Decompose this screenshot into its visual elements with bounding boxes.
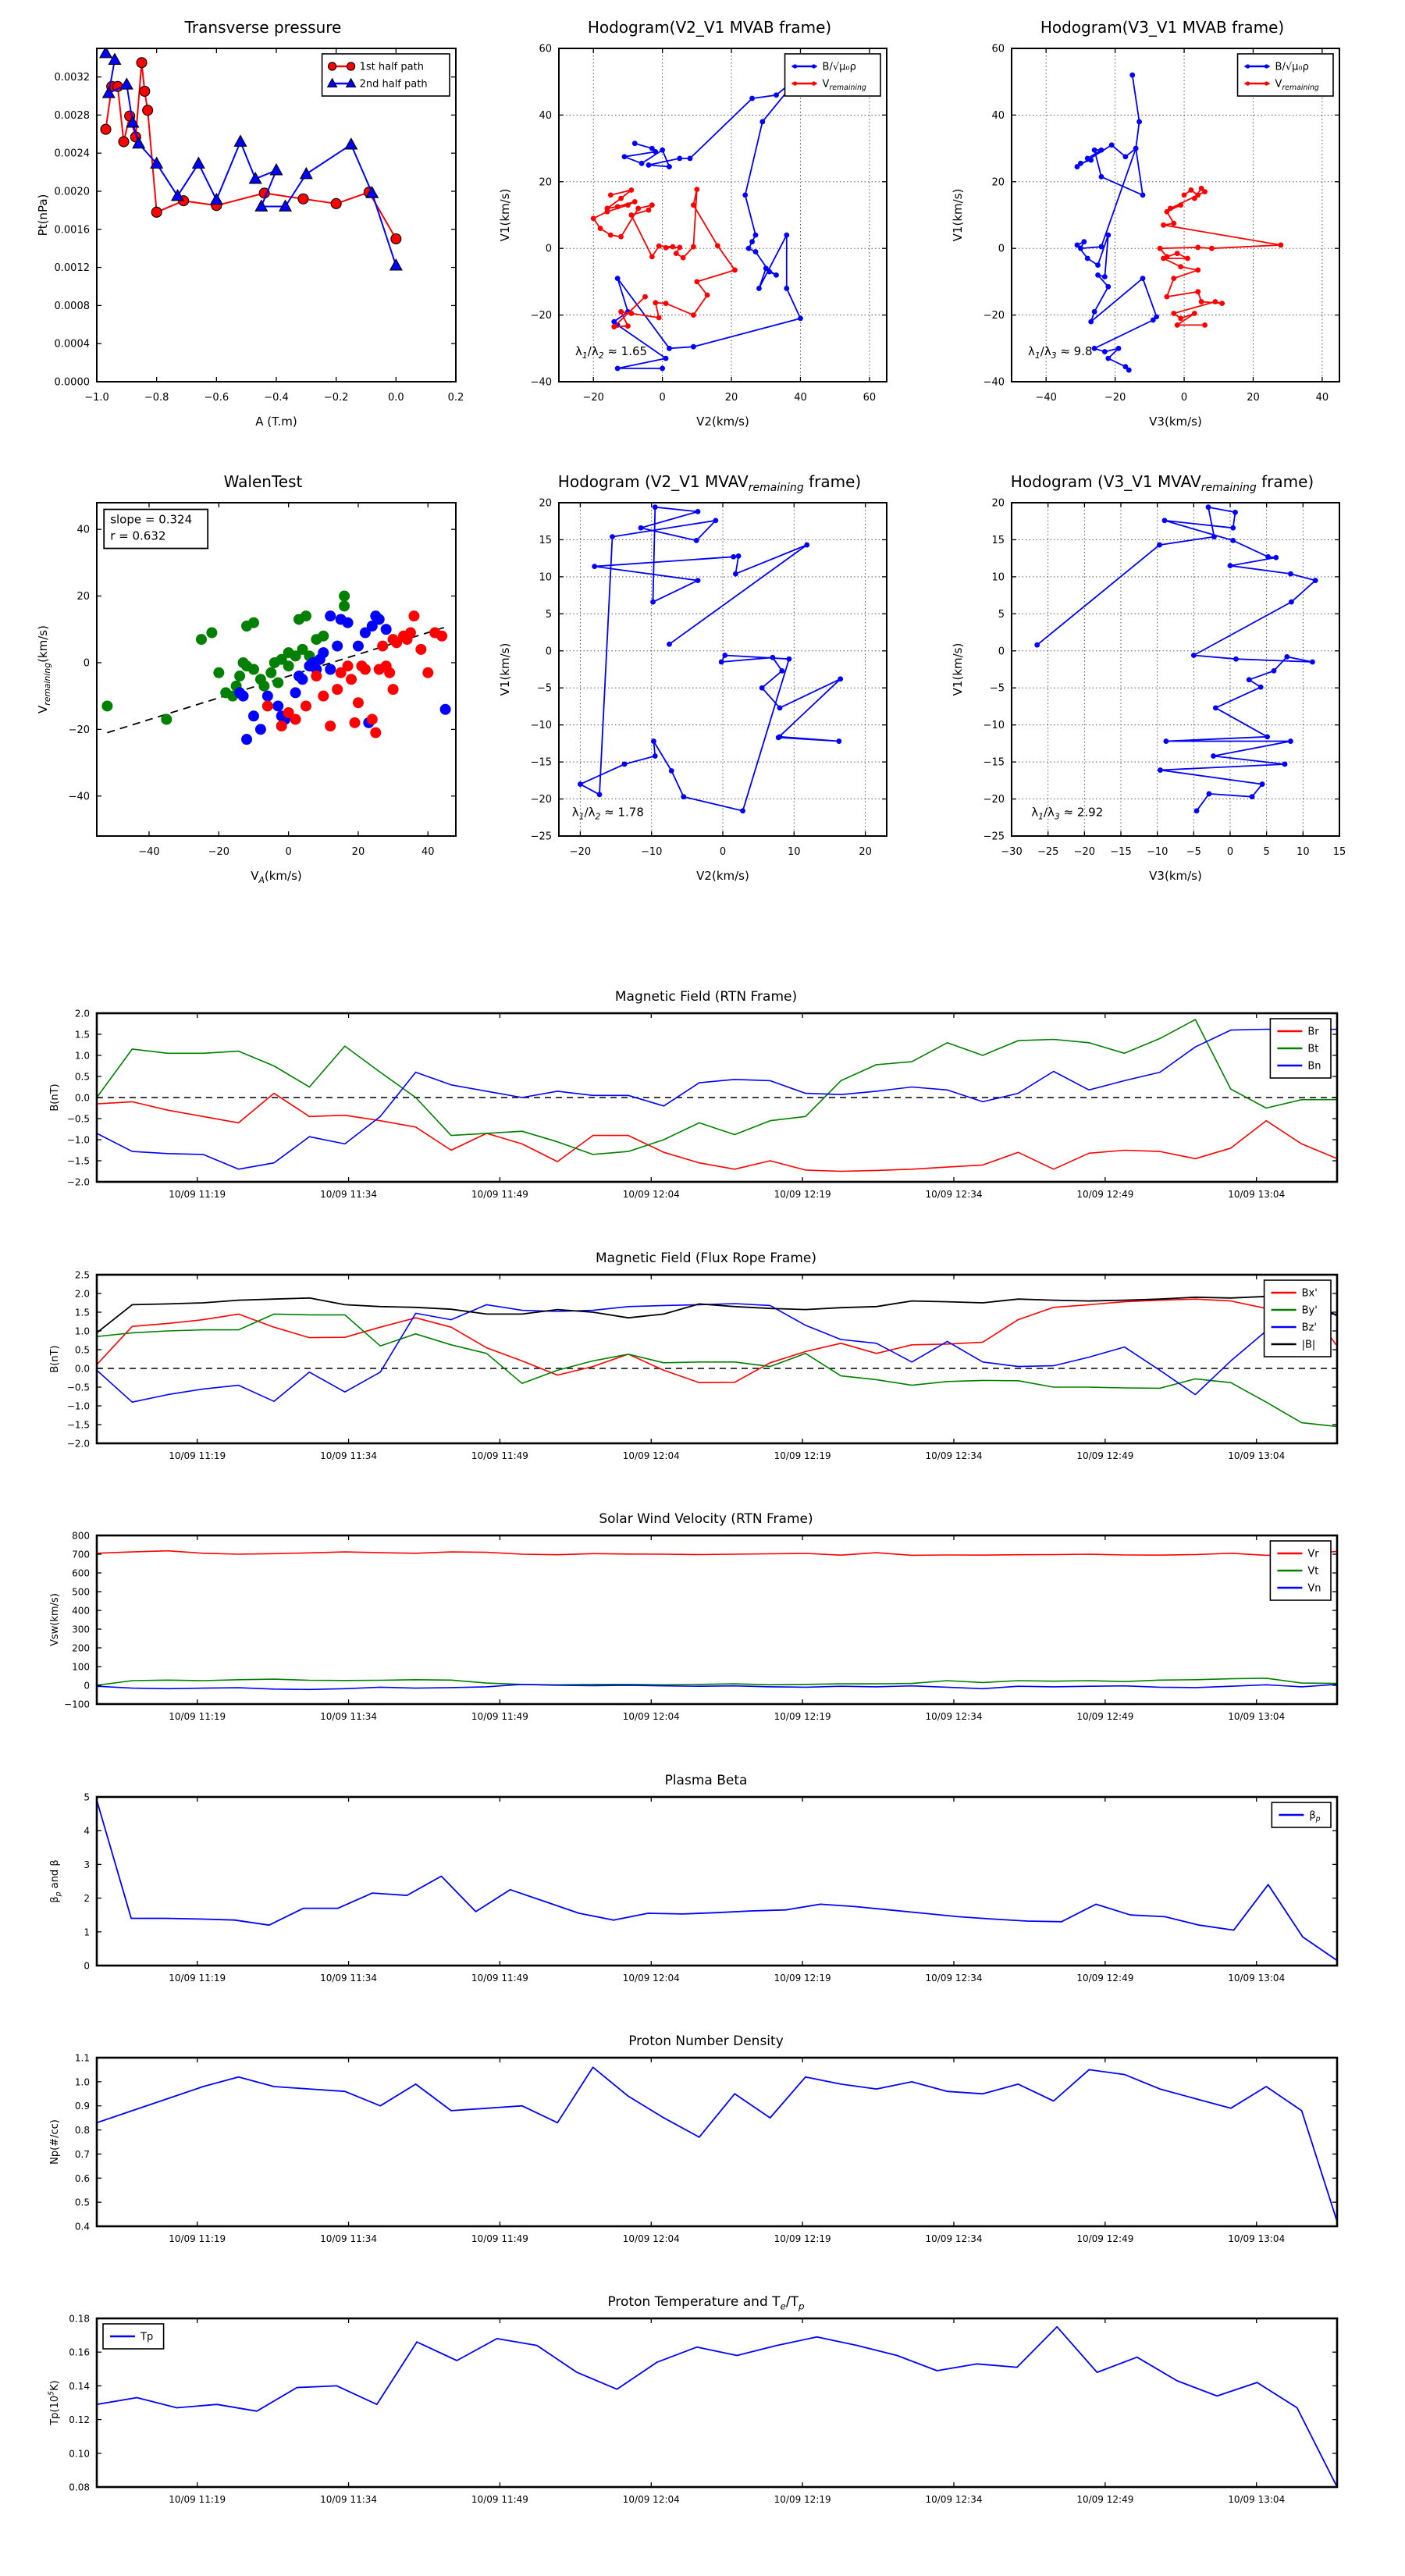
chart-title: Plasma Beta xyxy=(664,1773,748,1788)
chart-title: Proton Temperature and $T_e/T_p$ xyxy=(607,2294,805,2312)
svg-text:0.2: 0.2 xyxy=(447,392,464,404)
panel-transverse-pressure xyxy=(31,14,468,439)
svg-text:800: 800 xyxy=(72,1531,90,1542)
svg-text:V2(km/s): V2(km/s) xyxy=(696,415,749,429)
panel-magnetic-field-rtn xyxy=(45,985,1345,1212)
svg-text:Tp: Tp xyxy=(140,2331,154,2343)
svg-text:10/09 12:49: 10/09 12:49 xyxy=(1076,1450,1134,1461)
svg-text:−2.0: −2.0 xyxy=(66,1176,90,1188)
svg-text:−40: −40 xyxy=(530,376,552,389)
svg-text:10/09 13:04: 10/09 13:04 xyxy=(1228,2494,1286,2505)
hodogram-v2v1-mvab-plot xyxy=(493,41,899,439)
svg-text:Bz': Bz' xyxy=(1301,1322,1317,1334)
svg-text:5: 5 xyxy=(545,608,552,621)
svg-text:5: 5 xyxy=(998,608,1005,621)
svg-text:0.5: 0.5 xyxy=(74,1344,90,1356)
svg-text:1: 1 xyxy=(84,1927,90,1938)
svg-text:0.14: 0.14 xyxy=(69,2380,90,2392)
svg-text:−20: −20 xyxy=(208,846,230,858)
svg-text:0.6: 0.6 xyxy=(74,2172,90,2184)
svg-text:60: 60 xyxy=(539,43,552,55)
svg-text:10/09 11:19: 10/09 11:19 xyxy=(169,2233,226,2244)
svg-text:0.0024: 0.0024 xyxy=(54,148,90,160)
svg-text:10/09 11:49: 10/09 11:49 xyxy=(471,1973,528,1984)
svg-text:500: 500 xyxy=(72,1586,90,1598)
svg-text:0: 0 xyxy=(545,243,552,255)
chart-title: WalenTest xyxy=(223,472,303,491)
svg-text:−1.0: −1.0 xyxy=(66,1400,90,1412)
svg-text:V1(km/s): V1(km/s) xyxy=(498,188,512,242)
svg-text:10: 10 xyxy=(991,571,1005,584)
svg-text:10/09 12:04: 10/09 12:04 xyxy=(622,1189,680,1200)
svg-text:−40: −40 xyxy=(68,791,90,803)
svg-text:V2(km/s): V2(km/s) xyxy=(696,869,749,883)
svg-text:0.10: 0.10 xyxy=(69,2448,90,2460)
svg-text:10/09 12:04: 10/09 12:04 xyxy=(622,1711,680,1722)
svg-text:−15: −15 xyxy=(983,756,1005,769)
svg-text:0.7: 0.7 xyxy=(74,2148,90,2160)
svg-text:1.5: 1.5 xyxy=(74,1307,90,1318)
svg-text:−15: −15 xyxy=(1110,846,1132,858)
legend xyxy=(1264,1280,1331,1357)
svg-text:λ1/λ3 ≈ 2.92: $\lambda_1/\lambda_3 \approx 2.92$ xyxy=(1031,805,1104,822)
svg-text:Bx': Bx' xyxy=(1301,1287,1318,1300)
svg-text:−20: −20 xyxy=(983,794,1005,806)
svg-text:r = 0.632: r = 0.632 xyxy=(110,528,166,543)
svg-text:15: 15 xyxy=(1332,846,1346,858)
svg-text:0: 0 xyxy=(998,243,1005,255)
svg-text:0.0004: 0.0004 xyxy=(54,338,90,350)
svg-text:10/09 12:19: 10/09 12:19 xyxy=(774,2233,831,2244)
legend xyxy=(1270,1019,1331,1078)
chart-title: Hodogram(V2_V1 MVAB frame) xyxy=(587,18,832,37)
svg-text:0.8: 0.8 xyxy=(74,2125,90,2137)
svg-text:4: 4 xyxy=(84,1825,90,1837)
svg-text:10/09 11:34: 10/09 11:34 xyxy=(320,2494,378,2505)
svg-text:10: 10 xyxy=(539,571,552,584)
svg-text:20: 20 xyxy=(859,846,872,858)
chart-title: Hodogram (V2_V1 $MVAV_{remaining}$ frame) xyxy=(557,472,862,494)
walen-test-plot xyxy=(31,495,468,894)
svg-text:10/09 12:04: 10/09 12:04 xyxy=(622,1973,680,1984)
svg-text:10/09 12:34: 10/09 12:34 xyxy=(925,1450,983,1461)
svg-text:B/√μ₀ρ: B/√μ₀ρ xyxy=(1275,61,1309,73)
svg-text:200: 200 xyxy=(72,1642,90,1654)
svg-text:10/09 12:19: 10/09 12:19 xyxy=(774,1711,831,1722)
svg-text:−10: −10 xyxy=(530,720,552,732)
svg-text:Pt(nPa): Pt(nPa) xyxy=(36,194,50,237)
svg-text:1.0: 1.0 xyxy=(74,1325,90,1337)
svg-text:λ1/λ2 ≈ 1.78: $\lambda_1/\lambda_2 \approx 1.78$ xyxy=(571,805,644,822)
svg-text:10/09 12:49: 10/09 12:49 xyxy=(1076,2494,1134,2505)
svg-text:10: 10 xyxy=(1297,846,1310,858)
svg-text:−5: −5 xyxy=(1186,846,1201,858)
svg-text:−1.0: −1.0 xyxy=(84,392,109,404)
svg-text:0: 0 xyxy=(285,846,292,858)
svg-text:0: 0 xyxy=(1180,392,1188,404)
svg-text:−40: −40 xyxy=(1035,392,1057,404)
proton-density-plot xyxy=(45,2053,1345,2256)
hodogram-v3v1-mvab-plot xyxy=(946,41,1352,439)
svg-text:0.0: 0.0 xyxy=(74,1092,90,1104)
svg-text:10/09 12:34: 10/09 12:34 xyxy=(925,1189,983,1200)
magnetic-field-flux-rope-plot xyxy=(45,1270,1345,1473)
svg-text:600: 600 xyxy=(72,1567,90,1579)
svg-text:1.1: 1.1 xyxy=(74,2053,90,2064)
hodogram-v2v1-mvav-plot xyxy=(493,495,899,894)
svg-text:10/09 11:34: 10/09 11:34 xyxy=(320,2233,378,2244)
svg-text:1.5: 1.5 xyxy=(74,1029,90,1041)
svg-text:0.08: 0.08 xyxy=(69,2482,90,2493)
svg-text:15: 15 xyxy=(539,534,552,546)
transverse-pressure-plot xyxy=(31,41,468,439)
svg-text:1.0: 1.0 xyxy=(74,2076,90,2088)
svg-text:2.5: 2.5 xyxy=(74,1270,90,1281)
svg-text:0.16: 0.16 xyxy=(69,2347,90,2358)
svg-text:−0.6: −0.6 xyxy=(204,392,229,404)
svg-text:10/09 12:04: 10/09 12:04 xyxy=(622,2233,680,2244)
svg-text:10/09 12:34: 10/09 12:34 xyxy=(925,2494,983,2505)
svg-text:40: 40 xyxy=(794,392,807,404)
svg-text:B(nT): B(nT) xyxy=(49,1083,61,1112)
svg-text:10/09 11:49: 10/09 11:49 xyxy=(471,1450,528,1461)
svg-text:−20: −20 xyxy=(569,846,592,858)
svg-text:Br: Br xyxy=(1307,1026,1319,1038)
annotation xyxy=(104,510,208,549)
svg-text:15: 15 xyxy=(991,534,1005,546)
svg-text:−20: −20 xyxy=(530,794,552,806)
svg-text:βp: $\beta_p$ xyxy=(1309,1809,1321,1824)
svg-text:2.0: 2.0 xyxy=(74,1009,90,1019)
svg-text:−20: −20 xyxy=(983,310,1005,322)
legend xyxy=(103,2324,164,2349)
svg-text:0: 0 xyxy=(998,646,1005,658)
svg-text:10/09 12:34: 10/09 12:34 xyxy=(925,1973,983,1984)
svg-text:A (T.m): A (T.m) xyxy=(255,415,297,429)
svg-text:10/09 13:04: 10/09 13:04 xyxy=(1228,1973,1286,1984)
svg-text:Bn: Bn xyxy=(1307,1060,1321,1073)
svg-text:−40: −40 xyxy=(138,846,160,858)
svg-text:Np(#/cc): Np(#/cc) xyxy=(49,2119,61,2165)
svg-text:−0.2: −0.2 xyxy=(323,392,349,404)
svg-text:100: 100 xyxy=(72,1661,90,1673)
svg-text:|B|: |B| xyxy=(1301,1339,1316,1351)
chart-title: Solar Wind Velocity (RTN Frame) xyxy=(599,1511,813,1527)
svg-text:0: 0 xyxy=(1226,846,1234,858)
svg-text:10/09 11:19: 10/09 11:19 xyxy=(169,1711,226,1722)
svg-text:−0.8: −0.8 xyxy=(144,392,169,404)
svg-text:Vt: Vt xyxy=(1307,1565,1319,1578)
panel-hodogram-v3v1-mvav xyxy=(946,468,1352,894)
svg-text:40: 40 xyxy=(991,109,1005,122)
panel-solar-wind-velocity xyxy=(45,1507,1345,1734)
svg-text:−1.0: −1.0 xyxy=(66,1134,90,1146)
svg-text:−10: −10 xyxy=(1146,846,1168,858)
svg-text:10/09 11:34: 10/09 11:34 xyxy=(320,1189,378,1200)
svg-text:5: 5 xyxy=(84,1792,90,1803)
svg-text:20: 20 xyxy=(991,176,1005,189)
svg-text:λ1/λ2 ≈ 1.65: $\lambda_1/\lambda_2 \approx 1.65$ xyxy=(575,343,648,361)
svg-text:0.0008: 0.0008 xyxy=(54,300,90,312)
svg-text:20: 20 xyxy=(724,392,738,404)
svg-text:−10: −10 xyxy=(983,720,1005,732)
svg-text:−20: −20 xyxy=(530,310,552,322)
magnetic-field-rtn-plot xyxy=(45,1009,1345,1212)
svg-text:20: 20 xyxy=(991,497,1005,510)
svg-text:0.5: 0.5 xyxy=(74,1071,90,1083)
svg-text:−1.5: −1.5 xyxy=(66,1419,90,1431)
svg-text:20: 20 xyxy=(76,591,90,603)
svg-text:V1(km/s): V1(km/s) xyxy=(951,188,965,242)
svg-text:10/09 12:19: 10/09 12:19 xyxy=(774,1450,831,1461)
svg-text:−5: −5 xyxy=(536,682,552,695)
svg-text:Vsw(km/s): Vsw(km/s) xyxy=(49,1593,61,1646)
svg-text:10/09 11:49: 10/09 11:49 xyxy=(471,1711,528,1722)
svg-text:0: 0 xyxy=(659,392,666,404)
svg-text:10/09 12:49: 10/09 12:49 xyxy=(1076,1973,1134,1984)
svg-text:10/09 13:04: 10/09 13:04 xyxy=(1228,1711,1286,1722)
svg-text:B/√μ₀ρ: B/√μ₀ρ xyxy=(822,61,856,73)
svg-text:Vremaining(km/s): $V_{remaining}(km/s)$ xyxy=(36,625,53,713)
panel-proton-density xyxy=(45,2030,1345,2256)
svg-text:0.0: 0.0 xyxy=(74,1363,90,1375)
svg-text:Vremaining: $V_{remaining}$ xyxy=(822,78,866,93)
svg-text:B(nT): B(nT) xyxy=(49,1345,61,1373)
svg-text:0.0000: 0.0000 xyxy=(54,376,90,389)
svg-text:10/09 11:49: 10/09 11:49 xyxy=(471,2233,528,2244)
svg-text:2: 2 xyxy=(84,1893,90,1905)
chart-title: Hodogram (V3_V1 $MVAV_{remaining}$ frame) xyxy=(1010,472,1314,494)
svg-text:Tp(105K): $Tp(10^5K)$ xyxy=(47,2380,61,2425)
svg-text:−40: −40 xyxy=(983,376,1005,389)
proton-temperature-plot xyxy=(45,2314,1345,2517)
svg-text:10/09 11:34: 10/09 11:34 xyxy=(320,1711,378,1722)
svg-text:40: 40 xyxy=(76,524,90,536)
solar-wind-velocity-plot xyxy=(45,1531,1345,1734)
svg-text:20: 20 xyxy=(539,497,552,510)
svg-text:VA(km/s): $V_A(km/s)$ xyxy=(251,869,302,886)
svg-text:Vremaining: $V_{remaining}$ xyxy=(1275,78,1319,93)
svg-text:−30: −30 xyxy=(1001,846,1023,858)
svg-text:0.4: 0.4 xyxy=(74,2221,90,2233)
svg-text:20: 20 xyxy=(1247,392,1260,404)
svg-text:−1.5: −1.5 xyxy=(66,1155,90,1167)
svg-text:10/09 11:19: 10/09 11:19 xyxy=(169,2494,226,2505)
svg-text:10/09 11:49: 10/09 11:49 xyxy=(471,2494,528,2505)
chart-title: Magnetic Field (RTN Frame) xyxy=(614,989,798,1005)
svg-text:V1(km/s): V1(km/s) xyxy=(498,642,512,696)
panel-plasma-beta xyxy=(45,1769,1345,1995)
svg-text:10/09 12:49: 10/09 12:49 xyxy=(1076,1711,1134,1722)
svg-text:−15: −15 xyxy=(530,756,552,769)
svg-text:0.0016: 0.0016 xyxy=(54,224,90,237)
legend xyxy=(1270,1541,1331,1600)
svg-text:10/09 13:04: 10/09 13:04 xyxy=(1228,1189,1286,1200)
svg-text:−5: −5 xyxy=(989,682,1005,695)
legend xyxy=(1238,54,1333,96)
svg-text:10/09 11:19: 10/09 11:19 xyxy=(169,1973,226,1984)
svg-text:2.0: 2.0 xyxy=(74,1288,90,1300)
svg-text:0: 0 xyxy=(84,1960,90,1972)
svg-text:1st half path: 1st half path xyxy=(359,61,424,73)
svg-text:slope = 0.324: slope = 0.324 xyxy=(110,512,193,527)
svg-text:0: 0 xyxy=(83,657,90,670)
svg-text:10/09 12:34: 10/09 12:34 xyxy=(925,2233,983,2244)
svg-text:βp and β: $\beta_p$ and β xyxy=(49,1859,63,1903)
svg-text:−25: −25 xyxy=(983,831,1005,843)
svg-text:V3(km/s): V3(km/s) xyxy=(1149,415,1202,429)
svg-text:−100: −100 xyxy=(64,1699,90,1710)
svg-text:400: 400 xyxy=(72,1605,90,1617)
svg-text:20: 20 xyxy=(539,176,552,189)
svg-text:300: 300 xyxy=(72,1624,90,1635)
plasma-beta-plot xyxy=(45,1792,1345,1995)
svg-text:0: 0 xyxy=(719,846,727,858)
svg-text:0.0028: 0.0028 xyxy=(54,109,90,122)
svg-text:10/09 12:49: 10/09 12:49 xyxy=(1076,1189,1134,1200)
svg-text:0.0012: 0.0012 xyxy=(54,262,90,275)
panel-hodogram-v3v1-mvab xyxy=(946,14,1352,439)
svg-text:−0.4: −0.4 xyxy=(264,392,289,404)
svg-text:−0.5: −0.5 xyxy=(66,1113,90,1125)
chart-title: Proton Number Density xyxy=(628,2033,784,2049)
svg-text:−20: −20 xyxy=(582,392,604,404)
panel-proton-temperature xyxy=(45,2290,1345,2517)
svg-text:10: 10 xyxy=(788,846,801,858)
svg-text:V3(km/s): V3(km/s) xyxy=(1149,869,1202,883)
panel-hodogram-v2v1-mvab xyxy=(493,14,899,439)
svg-text:Vn: Vn xyxy=(1307,1582,1321,1595)
svg-text:10/09 12:19: 10/09 12:19 xyxy=(774,2494,831,2505)
svg-text:Vr: Vr xyxy=(1307,1548,1319,1560)
svg-text:λ1/λ3 ≈ 9.8: $\lambda_1/\lambda_3 \approx 9.8$ xyxy=(1028,343,1093,361)
svg-text:−20: −20 xyxy=(1073,846,1096,858)
svg-text:0.12: 0.12 xyxy=(69,2414,90,2426)
svg-text:40: 40 xyxy=(1315,392,1329,404)
panel-magnetic-field-flux-rope xyxy=(45,1247,1345,1473)
svg-text:0.5: 0.5 xyxy=(74,2197,90,2208)
svg-text:700: 700 xyxy=(72,1549,90,1560)
svg-text:10/09 12:34: 10/09 12:34 xyxy=(925,1711,983,1722)
legend xyxy=(1272,1802,1331,1827)
svg-text:−20: −20 xyxy=(68,724,90,736)
svg-text:0: 0 xyxy=(545,646,552,658)
panel-hodogram-v2v1-mvav xyxy=(493,468,899,894)
svg-text:5: 5 xyxy=(1263,846,1270,858)
svg-text:3: 3 xyxy=(84,1859,90,1870)
svg-text:0.0020: 0.0020 xyxy=(54,186,90,198)
svg-text:10/09 12:04: 10/09 12:04 xyxy=(622,2494,680,2505)
svg-text:−25: −25 xyxy=(530,831,552,843)
svg-text:−25: −25 xyxy=(1037,846,1059,858)
svg-text:2nd half path: 2nd half path xyxy=(359,78,428,91)
legend xyxy=(785,54,880,96)
svg-text:−10: −10 xyxy=(640,846,663,858)
svg-text:Bt: Bt xyxy=(1307,1043,1319,1055)
svg-text:10/09 13:04: 10/09 13:04 xyxy=(1228,2233,1286,2244)
legend xyxy=(322,54,450,96)
svg-text:V1(km/s): V1(km/s) xyxy=(951,642,965,696)
svg-text:−0.5: −0.5 xyxy=(66,1382,90,1393)
svg-text:−2.0: −2.0 xyxy=(66,1438,90,1450)
svg-text:10/09 11:19: 10/09 11:19 xyxy=(169,1189,226,1200)
svg-text:10/09 11:49: 10/09 11:49 xyxy=(471,1189,528,1200)
svg-text:0.18: 0.18 xyxy=(69,2314,90,2325)
svg-text:40: 40 xyxy=(539,109,552,122)
svg-text:0.0: 0.0 xyxy=(387,392,404,404)
svg-text:10/09 12:49: 10/09 12:49 xyxy=(1076,2233,1134,2244)
svg-text:10/09 11:34: 10/09 11:34 xyxy=(320,1450,378,1461)
svg-text:60: 60 xyxy=(991,43,1005,55)
svg-text:60: 60 xyxy=(863,392,877,404)
svg-text:0.0032: 0.0032 xyxy=(54,72,90,84)
svg-text:20: 20 xyxy=(351,846,365,858)
svg-text:10/09 11:34: 10/09 11:34 xyxy=(320,1973,378,1984)
svg-text:0: 0 xyxy=(84,1680,90,1692)
svg-text:10/09 11:19: 10/09 11:19 xyxy=(169,1450,226,1461)
svg-text:10/09 12:19: 10/09 12:19 xyxy=(774,1189,831,1200)
chart-title: Transverse pressure xyxy=(184,18,342,37)
svg-text:0.9: 0.9 xyxy=(74,2101,90,2112)
chart-title: Hodogram(V3_V1 MVAB frame) xyxy=(1040,18,1285,37)
svg-text:10/09 12:04: 10/09 12:04 xyxy=(622,1450,680,1461)
svg-text:40: 40 xyxy=(421,846,435,858)
hodogram-v3v1-mvav-plot xyxy=(946,495,1352,894)
svg-text:1.0: 1.0 xyxy=(74,1050,90,1062)
chart-title: Magnetic Field (Flux Rope Frame) xyxy=(596,1251,816,1266)
svg-text:By': By' xyxy=(1301,1304,1318,1317)
panel-walen-test xyxy=(31,468,468,894)
svg-text:−20: −20 xyxy=(1104,392,1126,404)
svg-text:10/09 12:19: 10/09 12:19 xyxy=(774,1973,831,1984)
svg-text:10/09 13:04: 10/09 13:04 xyxy=(1228,1450,1286,1461)
